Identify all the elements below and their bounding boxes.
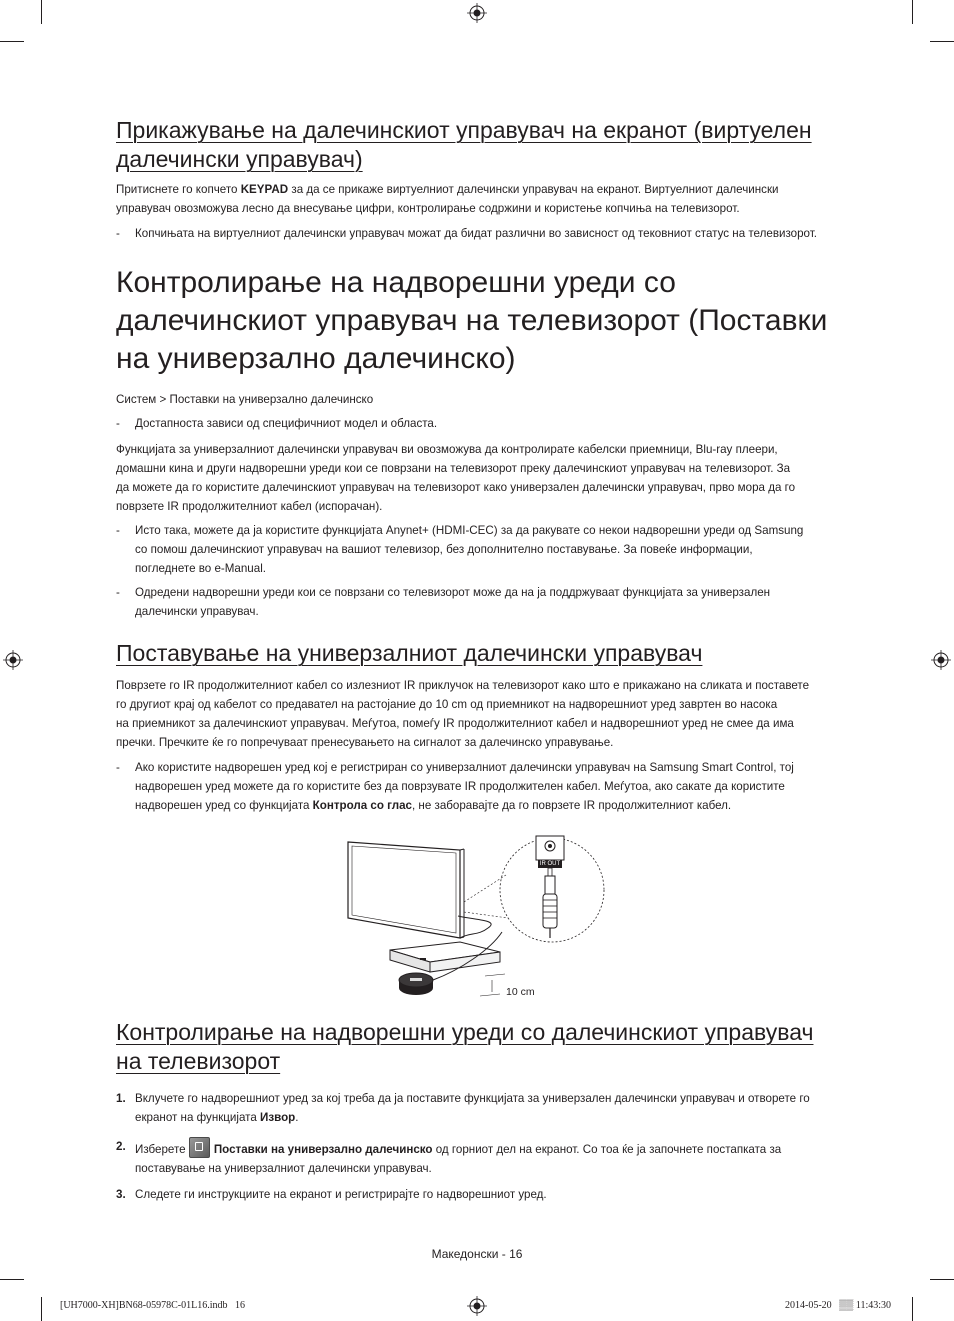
menu-path: Систем > Поставки на универзално далечинско xyxy=(116,393,374,406)
crop-mark xyxy=(912,1297,913,1321)
registration-mark-icon xyxy=(467,1296,487,1316)
settings-tile-icon xyxy=(189,1137,210,1158)
crop-mark xyxy=(41,0,42,24)
section-heading-virtual-remote: Прикажување на далечинскиот управувач на екранот (виртуелен далечински управувач) xyxy=(116,117,812,172)
e-manual-link[interactable]: e-Manual xyxy=(214,562,263,575)
crop-mark xyxy=(0,1279,24,1280)
section-heading-control-devices: Контролирање на надворешни уреди со далечинскиот управувач на телевизорот xyxy=(116,1019,814,1074)
file-info: [UH7000-XH]BN68-05978C-01L16.indb 16 xyxy=(60,1300,245,1311)
paragraph-universal-remote: Функцијата за универзалниот далечински управувач ви овозможува да контролирате кабелски приемници, Blu-ray плеери, домашни кина и други надворешни уреди кои се поврзани на телевизорот преку далечинскиот управувач на телевизорот. За да можете да го користите далечинскиот управувач на телевизорот како универзален далечински управувач, прво мора да го поврзете IR продолжителниот кабел (испорачан). xyxy=(116,443,796,513)
section-heading-setup: Поставување на универзалниот далечински управувач xyxy=(116,640,703,666)
ir-blaster-icon xyxy=(399,973,433,995)
registration-mark-icon xyxy=(931,650,951,670)
distance-label: 10 cm xyxy=(506,986,535,998)
external-device-icon xyxy=(390,942,500,972)
paragraph-virtual-remote: Притиснете го копчето KEYPAD за да се прикаже виртуелниот далечински управувач на екранот. Виртуелниот далечински управувач овозможува лесно да внесување цифри, контролирање содржини и користење копчиња на телевизорот. xyxy=(116,183,779,215)
registration-mark-icon xyxy=(467,3,487,23)
crop-mark xyxy=(930,41,954,42)
crop-mark xyxy=(912,0,913,24)
registration-mark-icon xyxy=(3,650,23,670)
page-title-universal-remote: Контролирање на надворешни уреди со далечинскиот управувач на телевизорот (Поставки на универзално далечинско) xyxy=(116,266,828,375)
print-timestamp: 2014-05-20 ▒▒ 11:43:30 xyxy=(784,1300,891,1311)
crop-mark xyxy=(41,1297,42,1321)
tv-icon xyxy=(348,842,464,938)
crop-mark xyxy=(930,1279,954,1280)
paragraph-setup: Поврзете го IR продолжителниот кабел со излезниот IR приклучок на телевизорот како што е прикажано на сликата и поставете го другиот крај од кабелот со предавател на растојание до 10 cm од приемникот на надворешниот уред завртен во насока на приемникот за далечинскиот управувач. Меѓутоа, помеѓу IR продолжителниот кабел и надворешниот уред не смее да има пречки. Пречките ќе го попречуваат пренесувањето на сигналот за далечинско управување. xyxy=(116,679,810,749)
ir-out-label: IR OUT xyxy=(539,861,561,867)
crop-mark xyxy=(0,41,24,42)
page-number: Македонски - 16 xyxy=(431,1247,523,1261)
ir-connection-diagram xyxy=(340,820,620,1010)
